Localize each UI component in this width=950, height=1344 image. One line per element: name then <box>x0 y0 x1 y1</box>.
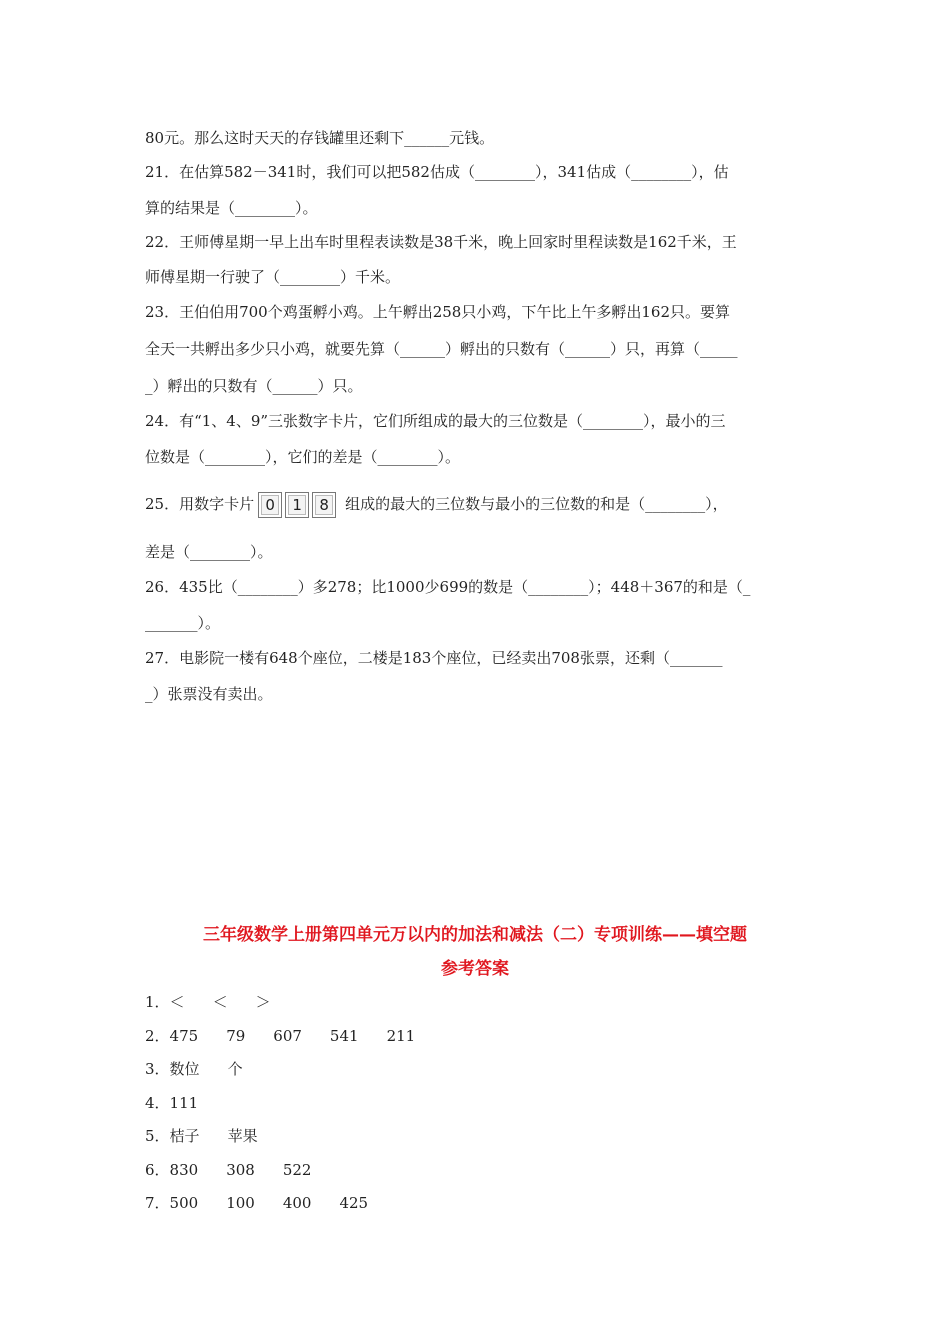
answer-number: 3． <box>145 1060 170 1078</box>
answer-row <box>145 1059 271 1079</box>
question-27: 27．电影院一楼有648个座位，二楼是183个座位，已经卖出708张票，还剩（_______ <box>145 649 723 667</box>
answer-subtitle: 参考答案 <box>441 959 509 979</box>
digit-card-8: 8 <box>312 492 336 518</box>
answer-row <box>145 1160 339 1180</box>
question-23-cont: 全天一共孵出多少只小鸡，就要先算（______）孵出的只数有（______）只，再算（_____ <box>145 340 738 358</box>
answer-title: 三年级数学上册第四单元万以内的加法和减法（二）专项训练——填空题 <box>203 925 747 945</box>
answer-value: 111 <box>169 1093 199 1112</box>
answer-number: 1． <box>145 993 170 1011</box>
answer-value: ＜ <box>169 993 185 1011</box>
answer-value: 500 <box>169 1194 199 1212</box>
answer-value: 830 <box>169 1160 199 1179</box>
answer-row <box>145 1126 286 1146</box>
answer-row <box>145 992 299 1012</box>
digit-card-0: 0 <box>258 492 282 518</box>
answer-row <box>145 1093 226 1113</box>
answer-number: 5． <box>145 1127 170 1145</box>
digit-card-1: 1 <box>285 492 309 518</box>
question-26: 26．435比（________）多278；比1000少699的数是（________）；448＋367的和是（_ <box>145 578 751 596</box>
answer-row <box>145 1026 443 1046</box>
answer-number: 2． <box>145 1026 170 1045</box>
answer-value: 个 <box>227 1060 243 1078</box>
answer-number: 6． <box>145 1160 170 1179</box>
answer-value: 苹果 <box>227 1127 258 1145</box>
question-22: 22．王师傅星期一早上出车时里程表读数是38千米，晚上回家时里程读数是162千米，王 <box>145 233 737 251</box>
answer-value: 400 <box>282 1194 312 1212</box>
question-24-cont: 位数是（________），它们的差是（________）。 <box>145 448 461 466</box>
question-20-tail: 80元。那么这时天天的存钱罐里还剩下______元钱。 <box>145 129 495 147</box>
answer-value: 425 <box>339 1194 369 1212</box>
answer-value: 541 <box>329 1026 359 1045</box>
answer-value: ＞ <box>255 993 271 1011</box>
answer-value: 607 <box>273 1026 302 1045</box>
answer-value: 475 <box>169 1026 199 1045</box>
question-24: 24．有“1、4、9”三张数字卡片，它们所组成的最大的三位数是（________），最小的三 <box>145 412 726 430</box>
answer-number: 4． <box>145 1093 170 1112</box>
question-21: 21．在估算582－341时，我们可以把582估成（________），341估成（________），估 <box>145 163 729 181</box>
answer-value: 数位 <box>169 1060 200 1078</box>
question-25-rest: 组成的最大的三位数与最小的三位数的和是（________）， <box>345 495 728 513</box>
answer-number: 7． <box>145 1194 170 1212</box>
question-22-cont: 师傅星期一行驶了（________）千米。 <box>145 268 401 286</box>
answer-row <box>145 1193 396 1213</box>
question-21-cont: 算的结果是（________）。 <box>145 199 318 217</box>
question-25-lead: 25．用数字卡片 <box>145 495 255 513</box>
answer-value: 100 <box>226 1194 255 1212</box>
question-25 <box>145 492 810 518</box>
answer-value: 211 <box>386 1026 416 1045</box>
answer-value: 308 <box>226 1160 255 1179</box>
answer-value: ＜ <box>212 993 228 1011</box>
question-23: 23．王伯伯用700个鸡蛋孵小鸡。上午孵出258只小鸡，下午比上午多孵出162只。要算 <box>145 303 730 321</box>
question-26-cont: _______）。 <box>145 614 221 632</box>
digit-cards <box>258 492 339 518</box>
question-25-cont: 差是（________）。 <box>145 543 273 561</box>
answer-value: 522 <box>282 1160 312 1179</box>
answer-value: 桔子 <box>169 1127 200 1145</box>
question-23-cont2: _）孵出的只数有（______）只。 <box>145 377 363 395</box>
answer-value: 79 <box>226 1026 246 1045</box>
question-27-cont: _）张票没有卖出。 <box>145 685 273 703</box>
